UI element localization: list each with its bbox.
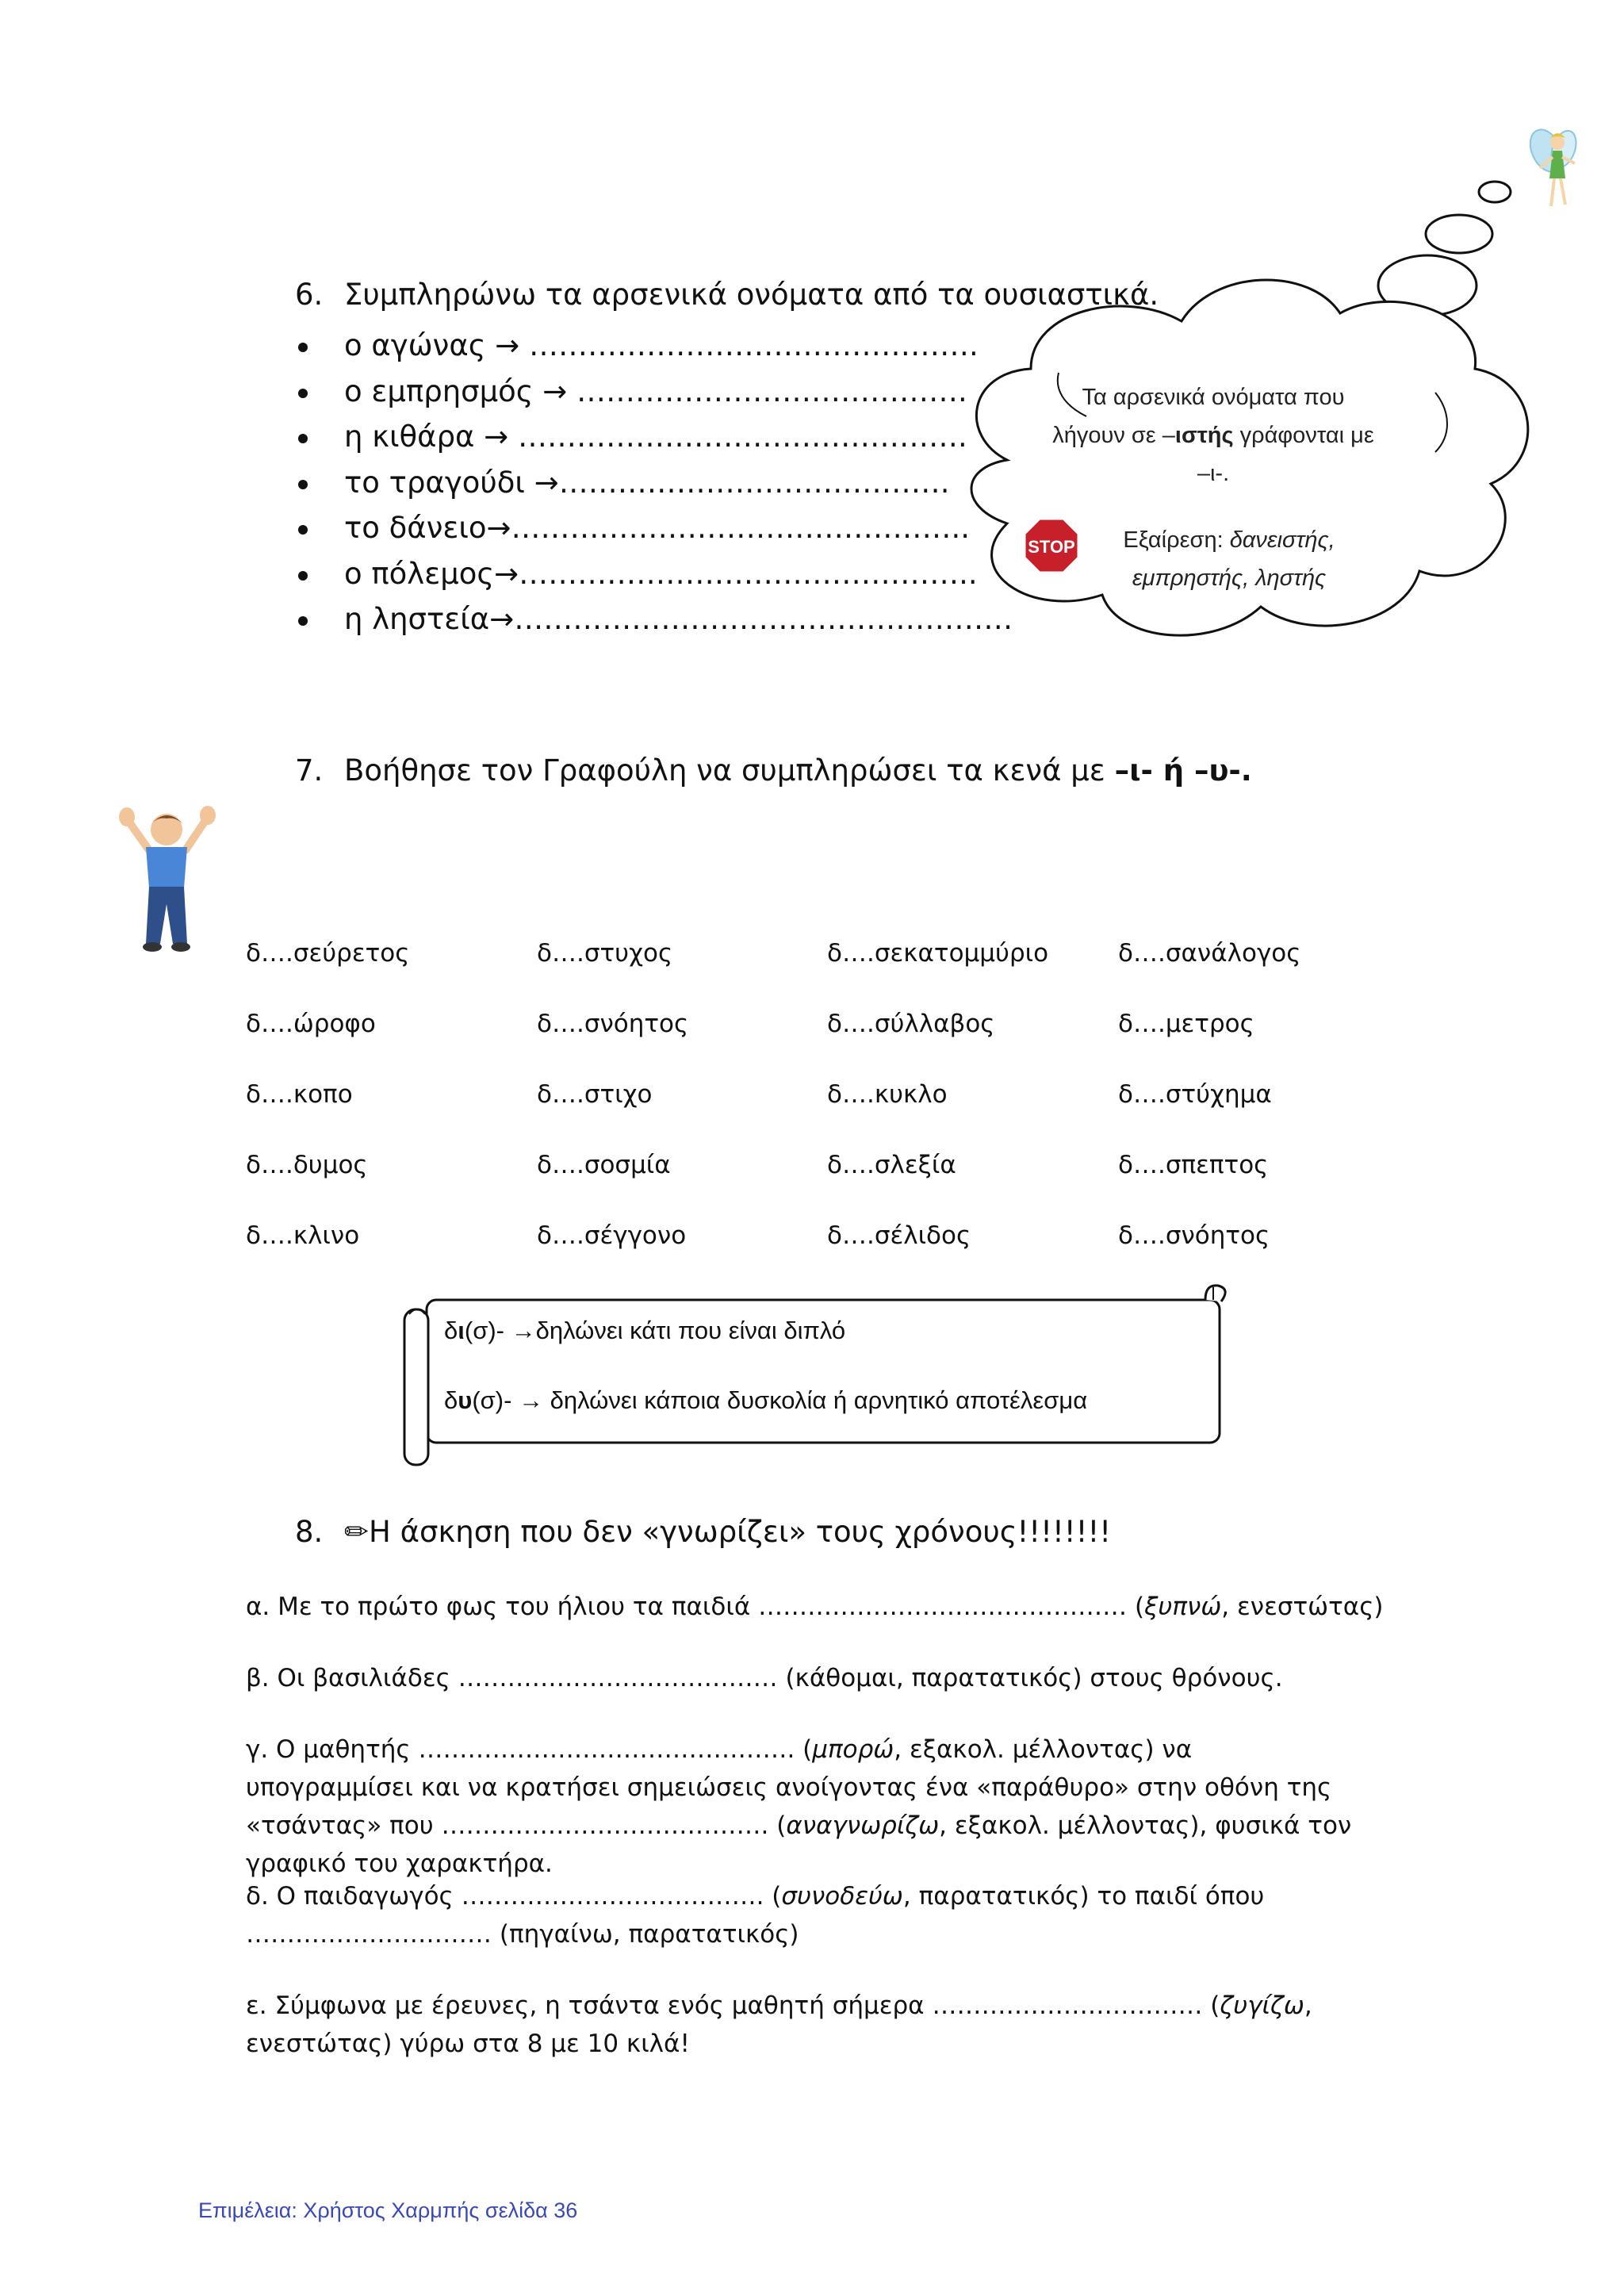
exercise-6-heading: Συμπληρώνω τα αρσενικά ονόματα από τα ουσιαστικά.	[344, 278, 1159, 312]
grid-cell[interactable]: δ….στυχος	[537, 939, 673, 968]
arrow-icon: →	[484, 420, 509, 454]
bullet-icon	[298, 389, 308, 398]
exercise-7-number: 7.	[295, 753, 324, 788]
word-grid	[246, 939, 1396, 1272]
grid-cell[interactable]: δ….σνόητος	[1118, 1221, 1270, 1250]
list-item[interactable]: ο εμπρησμός → ………………………………….	[295, 373, 1013, 419]
exercise-6-list	[295, 327, 1013, 646]
exercise-8-number: 8.	[295, 1515, 324, 1549]
answer-blank[interactable]: ………………………………………..	[511, 511, 971, 545]
sentence-a: α. Με το πρώτο φως του ήλιου τα παιδιά ……………………………………… (ξυπνώ, ενεστώτας)	[246, 1593, 1384, 1621]
list-item[interactable]: το τραγούδι →………………………………….	[295, 464, 1013, 510]
grid-cell[interactable]: δ….μετρος	[1118, 1010, 1254, 1038]
list-item[interactable]: η ληστεία→……………………………………………	[295, 600, 1013, 646]
answer-blank[interactable]: ……………………………………………	[514, 602, 1013, 636]
arrow-icon: →	[486, 511, 511, 545]
page-footer: Επιμέλεια: Χρήστος Χαρμπής σελίδα 36	[198, 2198, 578, 2222]
grid-cell[interactable]: δ….σεκατομμύριο	[827, 939, 1049, 968]
arrow-icon: →	[494, 556, 519, 591]
grid-cell[interactable]: δ….σανάλογος	[1118, 939, 1301, 968]
bullet-icon	[298, 480, 308, 489]
cloud-rule-text: Τα αρσενικά ονόματα που λήγουν σε –ιστής γράφονται με –ι-.	[1052, 385, 1374, 486]
exercise-7-title: 7. Βοήθησε τον Γραφούλη να συμπληρώσει τα κενά με –ι- ή –υ-.	[295, 753, 1252, 788]
cloud-exception: Εξαίρεση: δανειστής, εμπρηστής, ληστής	[1123, 527, 1335, 591]
grid-cell[interactable]: δ….σέγγονο	[537, 1221, 687, 1250]
list-item[interactable]: το δάνειο→………………………………………..	[295, 509, 1013, 555]
list-item[interactable]: ο αγώνας → ……………………………………….	[295, 327, 1013, 373]
grid-cell[interactable]: δ….κυκλο	[827, 1080, 948, 1109]
sentence-b: β. Οι βασιλιάδες ………………………………… (κάθομαι, παρατατικός) στους θρόνους.	[246, 1664, 1283, 1692]
arrow-icon: →	[495, 328, 520, 362]
grid-cell[interactable]: δ….σεύρετος	[246, 939, 410, 968]
sentence-e: ε. Σύμφωνα με έρευνες, η τσάντα ενός μαθητή σήμερα …………………………… (ζυγίζω, ενεστώτας) γύρω στα 8 με 10 κιλά!	[246, 1991, 1312, 2058]
exercise-8-title	[295, 1515, 1111, 1549]
scroll-line-di: δι(σ)- →δηλώνει κάτι που είναι διπλό	[444, 1317, 846, 1344]
boy-illustration	[111, 801, 222, 956]
arrow-icon: →	[489, 602, 515, 636]
grid-cell[interactable]: δ….σοσμία	[537, 1151, 671, 1179]
grid-cell[interactable]: δ….σπεπτος	[1118, 1151, 1269, 1179]
grid-cell[interactable]: δ….σύλλαβος	[827, 1010, 995, 1038]
arrow-icon: →	[534, 465, 559, 500]
exercise-8-heading: Η άσκηση που δεν «γνωρίζει» τους χρόνους!!!!!!!!	[369, 1515, 1112, 1549]
grid-cell[interactable]: δ….κοπο	[246, 1080, 353, 1109]
grid-cell[interactable]: δ….σλεξία	[827, 1151, 956, 1179]
bullet-icon	[298, 616, 308, 626]
grid-cell[interactable]: δ….σνόητος	[537, 1010, 689, 1038]
scroll-note-frame	[396, 1281, 1237, 1471]
exercise-6-number: 6.	[295, 278, 324, 312]
answer-blank[interactable]: ………………………………….	[558, 465, 950, 500]
bullet-icon	[298, 571, 308, 581]
exercise-7-letters: –ι- ή –υ-.	[1114, 753, 1252, 788]
grid-cell[interactable]: δ….στύχημα	[1118, 1080, 1272, 1109]
list-item[interactable]: ο πόλεμος→………………………………………..	[295, 555, 1013, 601]
list-item[interactable]: η κιθάρα → ……………………………………….	[295, 418, 1013, 464]
arrow-icon: →	[542, 374, 568, 408]
grid-cell[interactable]: δ….ώροφο	[246, 1010, 376, 1038]
bullet-icon	[298, 525, 308, 535]
grid-cell[interactable]: δ….στιχο	[537, 1080, 653, 1109]
grid-cell[interactable]: δ….σέλιδος	[827, 1221, 971, 1250]
svg-text:STOP: STOP	[1028, 537, 1075, 557]
answer-blank[interactable]: ………………………………….	[576, 374, 967, 408]
grid-cell[interactable]: δ….δυμος	[246, 1151, 368, 1179]
pencil-icon: ✏	[344, 1515, 370, 1549]
bullet-icon	[298, 343, 308, 352]
sentence-d: δ. Ο παιδαγωγός ………………………………. (συνοδεύω, παρατατικός) το παιδί όπου ………………………… (πηγαίνω, παρατατικός)	[246, 1882, 1265, 1949]
answer-blank[interactable]: ………………………………………..	[519, 556, 978, 591]
grid-cell[interactable]: δ….κλινο	[246, 1221, 360, 1250]
answer-blank[interactable]: ……………………………………….	[518, 420, 967, 454]
scroll-line-dy: δυ(σ)- → δηλώνει κάποια δυσκολία ή αρνητικό αποτέλεσμα	[444, 1386, 1088, 1414]
stop-sign-icon	[1023, 517, 1080, 574]
answer-blank[interactable]: ……………………………………….	[529, 328, 979, 362]
sentence-c: γ. Ο μαθητής ………………………………………. (μπορώ, εξακολ. μέλλοντας) να υπογραμμίσει και να κρατήσει σημειώσεις ανοίγοντας ένα «παράθυρο» στην οθόνη της «τσάντας» που …………………………………. (αναγνωρίζω, εξακολ. μέλλοντας), φυσικά τον γραφικό του χαρακτήρα.	[246, 1735, 1352, 1878]
bullet-icon	[298, 434, 308, 443]
